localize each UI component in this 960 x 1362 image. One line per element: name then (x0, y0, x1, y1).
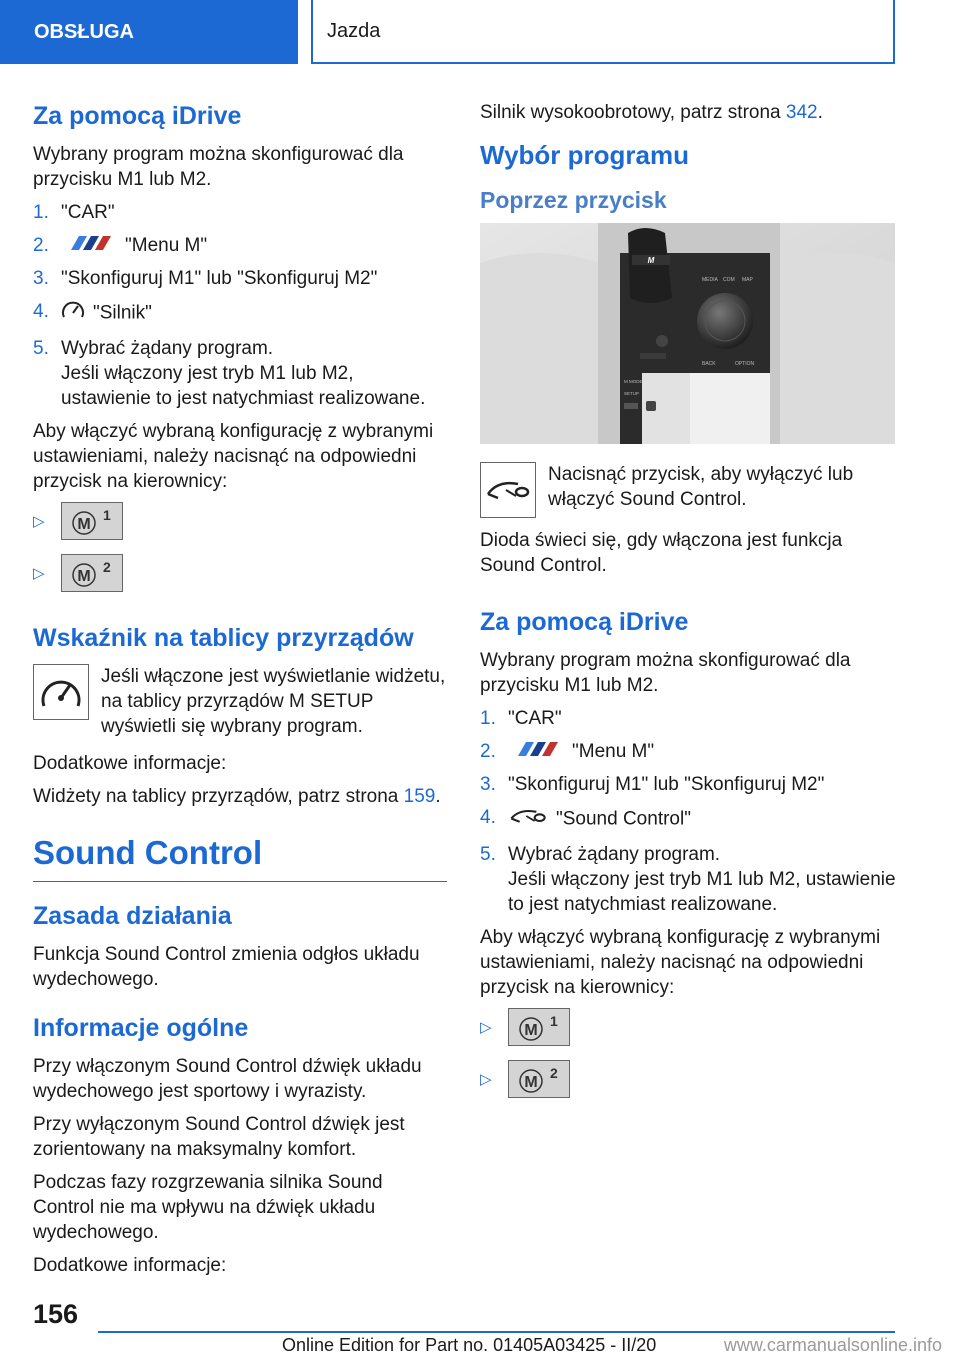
m-sup: 1 (550, 1013, 558, 1030)
center-console-photo (480, 223, 895, 444)
section-tab (0, 0, 298, 64)
step-text: "Skonfiguruj M1" lub "Skonfiguruj M2" (508, 774, 825, 796)
general-heading: Informacje ogólne (33, 1014, 249, 1043)
page-number: 156 (33, 1299, 79, 1329)
gauge-box-icon (33, 664, 89, 720)
idrive-steps (33, 200, 447, 411)
step-number: 4. (480, 807, 496, 829)
step-number: 3. (480, 774, 496, 796)
step-text: "Sound Control" (556, 809, 691, 830)
widgets-text: Widżety na tablicy przyrządów, patrz strona (33, 786, 399, 808)
step-number: 4. (33, 301, 49, 323)
m-label: M (524, 1022, 538, 1040)
step-number: 5. (33, 338, 49, 360)
m-stripes-icon (508, 739, 564, 764)
step-text: Wybrać żądany program. (61, 338, 274, 360)
idrive-steps-right (480, 706, 896, 917)
right-column (480, 100, 896, 1112)
triangle-bullet-icon: ▷ (33, 565, 45, 583)
console-com-label: COM (723, 277, 735, 283)
triangle-bullet-icon: ▷ (33, 513, 45, 531)
m1-button-row-right (480, 1008, 896, 1046)
step-text: "Silnik" (93, 303, 152, 324)
step-item (480, 772, 896, 797)
m2-button-row-right (480, 1060, 896, 1098)
step-text: Wybrać żądany program. (508, 844, 721, 866)
m-label: M (77, 516, 91, 534)
m1-button-row (33, 502, 447, 540)
diode-text: Dioda świeci się, gdy włączona jest funkcja Sound Control. (480, 530, 843, 576)
chapter-tab (311, 0, 895, 64)
m-sup: 1 (103, 507, 111, 524)
m-sup: 2 (103, 559, 111, 576)
m-sup: 2 (550, 1065, 558, 1082)
step-text: "Skonfiguruj M1" lub "Skonfiguruj M2" (61, 268, 378, 290)
step-extra: Jeśli włączony jest tryb M1 lub M2, ustawienie to jest natychmiast realizowane. (508, 869, 896, 916)
step-text: "CAR" (61, 202, 115, 223)
step-item (480, 706, 896, 731)
step-item (33, 266, 447, 291)
chapter-title: Jazda (327, 19, 381, 42)
m-label: M (524, 1074, 538, 1092)
widgets-page-link[interactable]: 159 (403, 786, 436, 808)
more-info-label-2: Dodatkowe informacje: (33, 1255, 227, 1277)
step-number: 1. (480, 708, 496, 729)
program-heading: Wybór programu (480, 140, 689, 170)
idrive-heading: Za pomocą iDrive (33, 102, 242, 130)
step-item (33, 299, 447, 328)
m2-button-row (33, 554, 447, 592)
after-steps-text-right: Aby włączyć wybraną konfigurację z wybranymi ustawieniami, należy nacisnąć na odpowiedni przycisk na kierownicy: (480, 927, 881, 999)
step-number: 2. (480, 741, 496, 762)
step-text: "Menu M" (572, 741, 655, 762)
edition-text: Online Edition for Part no. 01405A03425 - II/20 (282, 1335, 657, 1355)
sound-control-icon (508, 805, 548, 834)
step-extra: Jeśli włączony jest tryb M1 lub M2, ustawienie to jest natychmiast realizowane. (61, 363, 426, 410)
m-label: M (77, 568, 91, 586)
console-back-label: BACK (702, 361, 716, 367)
indicator-block (33, 664, 447, 739)
console-media-label: MEDIA (702, 277, 718, 283)
watermark: www.carmanualsonline.info (723, 1335, 942, 1355)
step-text: "CAR" (508, 708, 562, 729)
principle-heading: Zasada działania (33, 902, 232, 931)
sound-control-button-block (480, 462, 896, 518)
engine-page-link[interactable]: 342 (785, 102, 818, 123)
m1-button-icon (508, 1008, 570, 1046)
general-paragraph-2: Przy wyłączonym Sound Control dźwięk jest zorientowany na maksymalny komfort. (33, 1114, 405, 1161)
general-paragraph-1: Przy włączonym Sound Control dźwięk układu wydechowego jest sportowy i wyrazisty. (33, 1056, 422, 1103)
button-subheading: Poprzez przycisk (480, 187, 667, 213)
m2-button-icon (508, 1060, 570, 1098)
console-mmode-label: M MODE (624, 379, 643, 384)
left-column (33, 100, 447, 1286)
engine-text: Silnik wysokoobrotowy, patrz strona (480, 102, 781, 123)
after-steps-text: Aby włączyć wybraną konfigurację z wybranymi ustawieniami, należy nacisnąć na odpowiedni przycisk na kierownicy: (33, 421, 434, 493)
gauge-icon (61, 299, 85, 328)
m-stripes-icon (61, 233, 117, 258)
console-setup-label: SETUP (624, 391, 640, 396)
widgets-reference: Widżety na tablicy przyrządów, patrz strona 159. (33, 786, 441, 808)
step-item (480, 805, 896, 834)
m1-button-icon (61, 502, 123, 540)
section-title: OBSŁUGA (34, 20, 134, 43)
step-text: "Menu M" (125, 235, 208, 256)
step-item (33, 233, 447, 258)
step-number: 3. (33, 268, 49, 290)
step-item (480, 739, 896, 764)
more-info-label: Dodatkowe informacje: (33, 753, 227, 775)
step-number: 1. (33, 202, 49, 223)
principle-text: Funkcja Sound Control zmienia odgłos układu wydechowego. (33, 944, 420, 991)
step-item (33, 336, 447, 411)
idrive-intro: Wybrany program można skonfigurować dla przycisku M1 lub M2. (33, 144, 404, 190)
sound-control-box-icon (480, 462, 536, 518)
idrive-heading-right: Za pomocą iDrive (480, 608, 689, 636)
general-paragraph-3: Podczas fazy rozgrzewania silnika Sound Control nie ma wpływu na dźwięk układu wydechowego. (33, 1172, 383, 1244)
indicator-text: Jeśli włączone jest wyświetlanie widżetu, na tablicy przyrządów M SETUP wyświetli się wybrany program. (101, 666, 446, 738)
step-number: 2. (33, 235, 49, 256)
console-map-label: MAP (742, 277, 753, 283)
console-option-label: OPTION (735, 361, 755, 367)
triangle-bullet-icon: ▷ (480, 1019, 492, 1037)
indicator-heading: Wskaźnik na tablicy przyrządów (33, 624, 414, 653)
engine-reference: Silnik wysokoobrotowy, patrz strona 342. (480, 102, 823, 123)
svg-text:M: M (647, 256, 655, 265)
step-item (480, 842, 896, 917)
step-number: 5. (480, 844, 496, 866)
step-item (33, 200, 447, 225)
idrive-intro-right: Wybrany program można skonfigurować dla przycisku M1 lub M2. (480, 650, 851, 696)
footer-divider (98, 1331, 895, 1333)
triangle-bullet-icon: ▷ (480, 1071, 492, 1089)
press-text: Nacisnąć przycisk, aby wyłączyć lub włączyć Sound Control. (548, 464, 854, 510)
sound-control-title: Sound Control (33, 831, 447, 882)
m2-button-icon (61, 554, 123, 592)
